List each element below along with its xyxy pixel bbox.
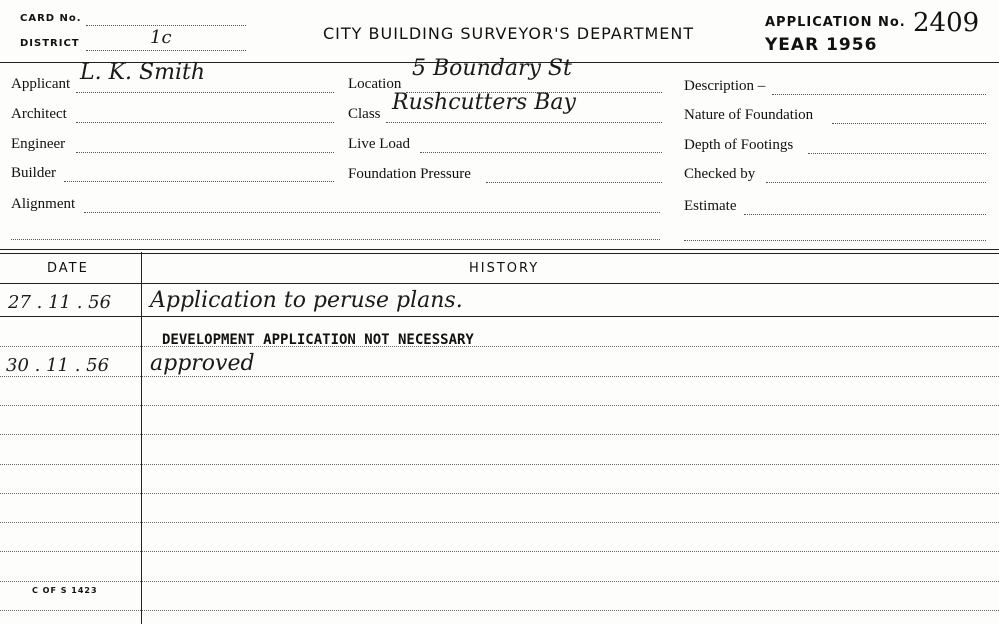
district-value: 1c [150, 27, 172, 48]
foundation-pressure-label: Foundation Pressure [348, 166, 471, 182]
class-value: Rushcutters Bay [392, 90, 576, 115]
history-rule [0, 493, 999, 494]
class-line [386, 122, 662, 123]
table-divider-top [0, 249, 999, 250]
description-line [772, 94, 986, 95]
form-code: C OF S 1423 [32, 586, 98, 595]
applicant-line [76, 92, 334, 93]
builder-label: Builder [11, 165, 56, 181]
live-load-line [420, 152, 662, 153]
history-rule [0, 405, 999, 406]
card-no-label: CARD No. [20, 13, 82, 24]
alignment-line [84, 212, 660, 213]
live-load-label: Live Load [348, 136, 411, 152]
history-rule [0, 581, 999, 582]
alignment-label: Alignment [11, 196, 76, 212]
depth-of-footings-label: Depth of Footings [684, 137, 794, 153]
history-rule [0, 610, 999, 611]
nature-of-foundation-label: Nature of Foundation [684, 107, 814, 123]
engineer-line [76, 152, 334, 153]
foundation-pressure-line [486, 182, 662, 183]
history-rule [0, 346, 999, 347]
history-rule [0, 434, 999, 435]
year-label: YEAR 1956 [765, 35, 878, 55]
engineer-label: Engineer [11, 136, 66, 152]
class-label: Class [348, 106, 381, 122]
history-stamp: DEVELOPMENT APPLICATION NOT NECESSARY [162, 332, 474, 348]
history-rule [0, 551, 999, 552]
depth-of-footings-line [808, 153, 986, 154]
nature-of-foundation-line [832, 123, 986, 124]
application-number: 2409 [913, 8, 980, 38]
table-divider-bottom [0, 253, 999, 254]
estimate-line [744, 214, 986, 215]
checked-by-line [766, 182, 986, 183]
application-label: APPLICATION No. [765, 15, 906, 30]
estimate-line-2 [684, 240, 986, 241]
page-title: CITY BUILDING SURVEYOR'S DEPARTMENT [323, 24, 695, 43]
architect-label: Architect [11, 106, 67, 122]
card-no-line [86, 25, 246, 26]
date-column-divider [141, 252, 142, 624]
builder-line [64, 181, 334, 182]
history-header: HISTORY [469, 261, 540, 276]
header-row-line [0, 283, 999, 284]
applicant-label: Applicant [11, 76, 71, 92]
alignment-line-2 [11, 239, 660, 240]
history-date: 30 . 11 . 56 [6, 355, 110, 376]
architect-line [76, 122, 334, 123]
history-text: Application to peruse plans. [150, 288, 463, 313]
checked-by-label: Checked by [684, 166, 756, 182]
history-rule [0, 316, 999, 317]
history-date: 27 . 11 . 56 [8, 292, 112, 313]
history-rule [0, 376, 999, 377]
date-header: DATE [47, 261, 89, 276]
district-label: DISTRICT [20, 38, 80, 49]
description-label: Description – [684, 78, 766, 94]
history-rule [0, 464, 999, 465]
district-line [86, 50, 246, 51]
history-text: approved [150, 351, 255, 376]
history-rule [0, 522, 999, 523]
location-value: 5 Boundary St [412, 56, 572, 81]
applicant-value: L. K. Smith [80, 60, 205, 85]
location-label: Location [348, 76, 402, 92]
estimate-label: Estimate [684, 198, 737, 214]
